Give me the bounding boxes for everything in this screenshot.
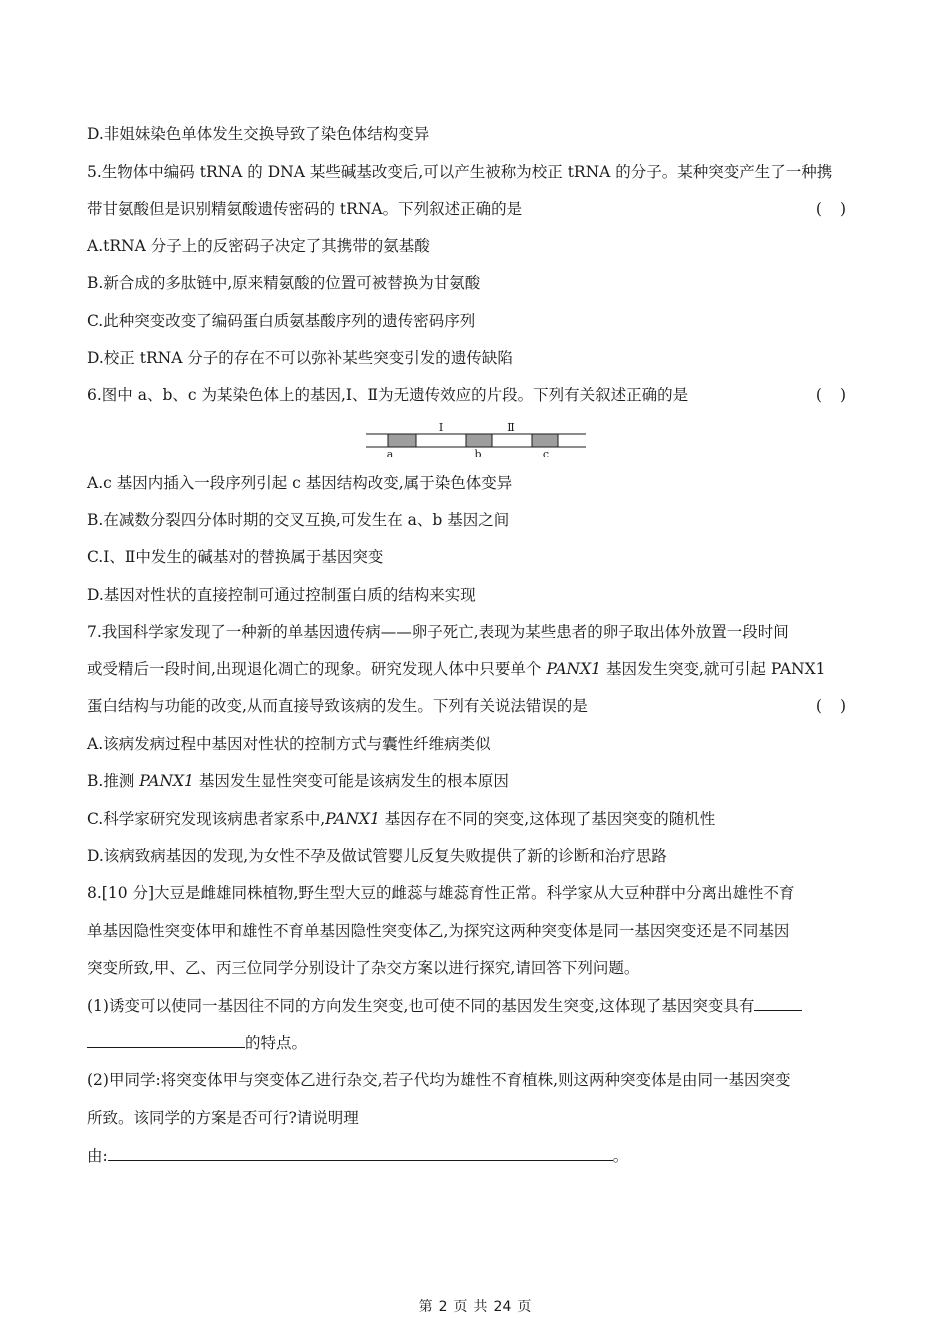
answer-bracket: () bbox=[815, 200, 864, 218]
q7-stem-line2 bbox=[87, 658, 864, 680]
q7-option-a: A.该病发病过程中基因对性状的控制方式与囊性纤维病类似 bbox=[87, 735, 491, 753]
gene-name: PANX1 bbox=[546, 660, 602, 678]
page-footer bbox=[0, 1296, 950, 1316]
q7c-pre: C.科学家研究发现该病患者家系中, bbox=[87, 810, 326, 828]
q5-option-a: A.tRNA 分子上的反密码子决定了其携带的氨基酸 bbox=[87, 237, 430, 255]
q5-option-d: D.校正 tRNA 分子的存在不可以弥补某些突变引发的遗传缺陷 bbox=[87, 349, 513, 367]
q8-sub1-line2 bbox=[87, 1032, 864, 1054]
q7-stem-line2-a: 或受精后一段时间,出现退化凋亡的现象。研究发现人体中只要单个 bbox=[87, 660, 547, 678]
gene-c-block bbox=[532, 434, 558, 447]
footer-word: 第 bbox=[418, 1299, 433, 1315]
q5-stem-text: 带甘氨酸但是识别精氨酸遗传密码的 tRNA。下列叙述正确的是 bbox=[87, 200, 523, 218]
answer-bracket: () bbox=[815, 386, 864, 404]
gene-name: PANX1 bbox=[325, 810, 380, 828]
q7-stem-line1: 7.我国科学家发现了一种新的单基因遗传病——卵子死亡,表现为某些患者的卵子取出体外放置一段时间 bbox=[87, 623, 789, 641]
q8-sub1-line1 bbox=[87, 995, 864, 1017]
q5-stem-line1: 5.生物体中编码 tRNA 的 DNA 某些碱基改变后,可以产生被称为校正 tRNA 的分子。某种突变产生了一种携 bbox=[87, 163, 833, 181]
q8-sub1-text: (1)诱变可以使同一基因往不同的方向发生突变,也可使不同的基因发生突变,这体现了基因突变具有 bbox=[87, 997, 755, 1015]
q7-stem-line3 bbox=[87, 695, 864, 717]
q8-sub2-line3 bbox=[87, 1145, 864, 1167]
q7-stem-line3-text: 蛋白结构与功能的改变,从而直接导致该病的发生。下列有关说法错误的是 bbox=[87, 697, 588, 715]
q6-stem-text: 6.图中 a、b、c 为某染色体上的基因,Ⅰ、Ⅱ为无遗传效应的片段。下列有关叙述正确的是 bbox=[87, 386, 689, 404]
segment-label-1: Ⅰ bbox=[438, 421, 444, 434]
gene-label-c: c bbox=[542, 448, 550, 457]
q6-option-b: B.在减数分裂四分体时期的交叉互换,可发生在 a、b 基因之间 bbox=[87, 511, 510, 529]
q8-stem-line1: 8.[10 分]大豆是雌雄同株植物,野生型大豆的雌蕊与雄蕊育性正常。科学家从大豆种群中分离出雄性不育 bbox=[87, 884, 795, 902]
q8-sub2-line2: 所致。该同学的方案是否可行?请说明理 bbox=[87, 1109, 359, 1127]
gene-name: PANX1 bbox=[139, 772, 194, 790]
q7-stem-line2-b: 基因发生突变,就可引起 PANX1 bbox=[601, 660, 826, 678]
answer-blank[interactable] bbox=[754, 995, 802, 1011]
segment-label-2: Ⅱ bbox=[507, 421, 515, 434]
q7-option-b bbox=[87, 770, 864, 792]
q7c-post: 基因存在不同的突变,这体现了基因突变的随机性 bbox=[379, 810, 716, 828]
q5-option-c: C.此种突变改变了编码蛋白质氨基酸序列的遗传密码序列 bbox=[87, 312, 476, 330]
q8-sub2-line1: (2)甲同学:将突变体甲与突变体乙进行杂交,若子代均为雄性不育植株,则这两种突变体是由同一基因突变 bbox=[87, 1071, 791, 1089]
q7b-pre: B.推测 bbox=[87, 772, 140, 790]
footer-word: 共 bbox=[473, 1299, 488, 1315]
q8-stem-line3: 突变所致,甲、乙、丙三位同学分别设计了杂交方案以进行探究,请回答下列问题。 bbox=[87, 959, 640, 977]
q4-option-d: D.非姐妹染色单体发生交换导致了染色体结构变异 bbox=[87, 125, 430, 143]
q8-stem-line2: 单基因隐性突变体甲和雄性不育单基因隐性突变体乙,为探究这两种突变体是同一基因突变还是不同基因 bbox=[87, 922, 790, 940]
q7-option-c bbox=[87, 808, 864, 830]
answer-blank[interactable] bbox=[87, 1032, 245, 1048]
q7-option-d: D.该病致病基因的发现,为女性不孕及做试管婴儿反复失败提供了新的诊断和治疗思路 bbox=[87, 847, 667, 865]
footer-word: 页 bbox=[517, 1299, 532, 1315]
q6-option-c: C.Ⅰ、Ⅱ中发生的碱基对的替换属于基因突变 bbox=[87, 548, 384, 566]
footer-word: 页 bbox=[453, 1299, 468, 1315]
total-pages: 24 bbox=[493, 1299, 512, 1315]
q8-sub2-end: 。 bbox=[612, 1147, 629, 1165]
q6-option-a: A.c 基因内插入一段序列引起 c 基因结构改变,属于染色体变异 bbox=[87, 474, 513, 492]
gene-label-a: a bbox=[386, 448, 394, 457]
chromosome-gene-diagram bbox=[366, 421, 586, 457]
gene-a-block bbox=[388, 434, 416, 447]
q8-sub1-end: 的特点。 bbox=[245, 1034, 308, 1052]
q7b-post: 基因发生显性突变可能是该病发生的根本原因 bbox=[193, 772, 509, 790]
q5-stem-line2 bbox=[87, 198, 864, 220]
q6-option-d: D.基因对性状的直接控制可通过控制蛋白质的结构来实现 bbox=[87, 586, 476, 604]
gene-b-block bbox=[466, 434, 492, 447]
q8-sub2-reason-label: 由: bbox=[87, 1147, 108, 1165]
answer-blank[interactable] bbox=[108, 1145, 613, 1161]
page-number: 2 bbox=[438, 1299, 448, 1315]
answer-bracket: () bbox=[815, 697, 864, 715]
gene-label-b: b bbox=[474, 448, 482, 457]
q5-option-b: B.新合成的多肽链中,原来精氨酸的位置可被替换为甘氨酸 bbox=[87, 274, 481, 292]
q6-stem bbox=[87, 384, 864, 406]
